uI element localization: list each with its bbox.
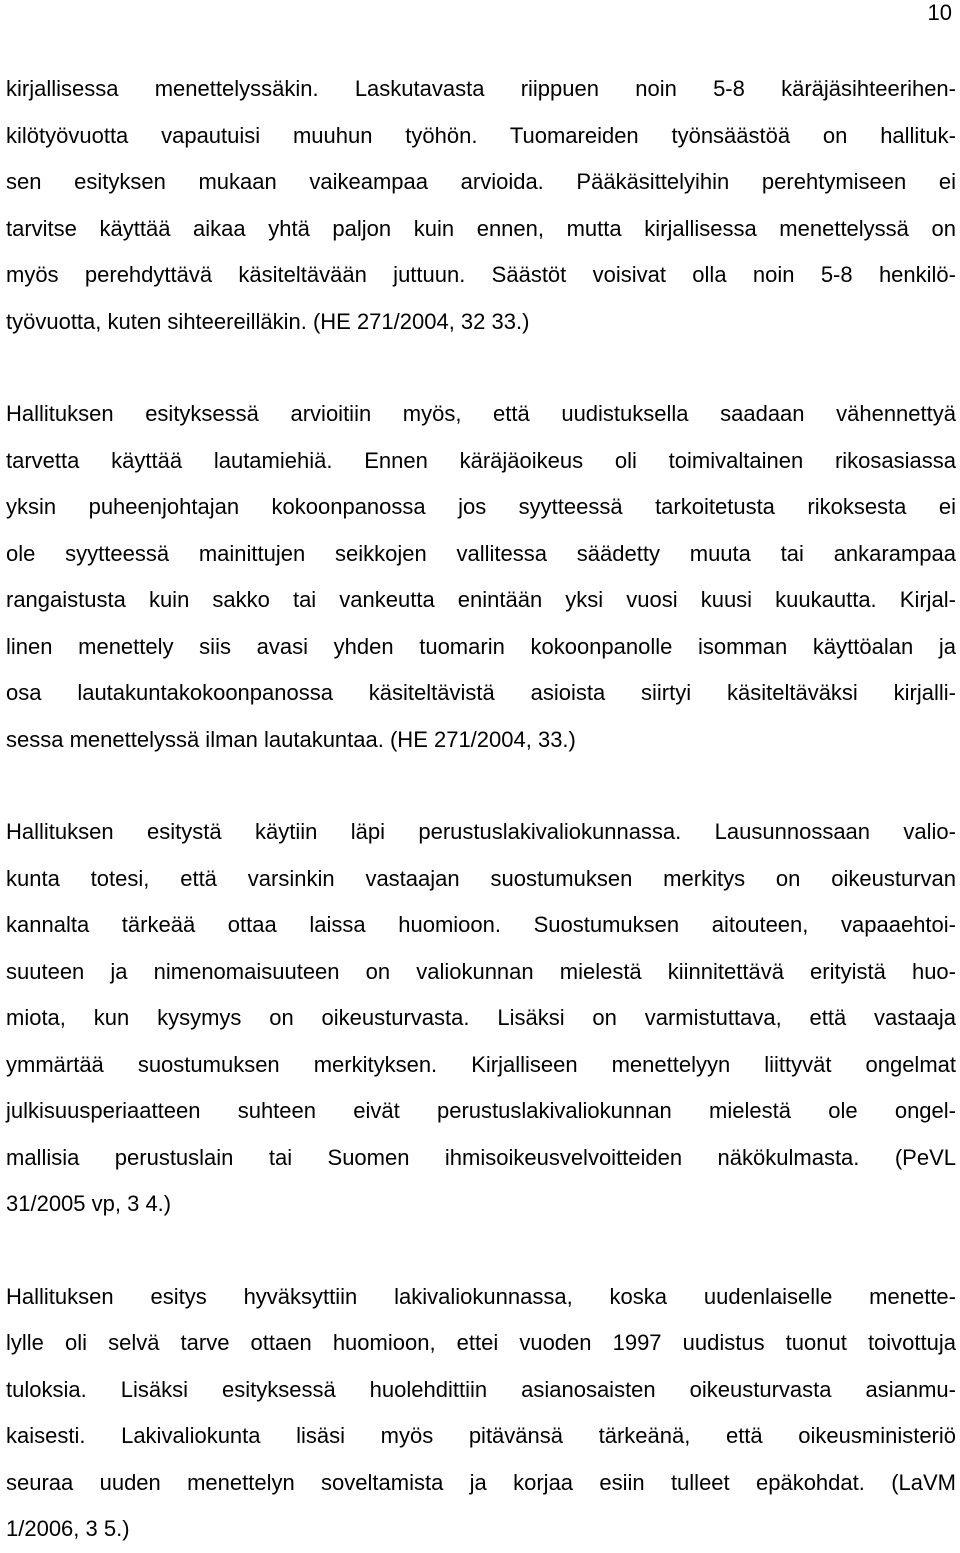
paragraph-spacer [6,763,956,809]
text-line: työvuotta, kuten sihteereilläkin. (HE 271/2004, 32 33.) [6,308,530,334]
paragraph-1 [6,66,956,345]
text-line: 1/2006, 3 5.) [6,1516,130,1541]
text-line: kannalta tärkeää ottaa laissa huomioon. Suostumuksen aitouteen, vapaaehtoi- [6,912,956,937]
text-line: osa lautakuntakokoonpanossa käsiteltävistä asioista siirtyi käsiteltäväksi kirjalli- [6,680,956,705]
text-line: lylle oli selvä tarve ottaen huomioon, ettei vuoden 1997 uudistus tuonut toivottuja [6,1330,956,1355]
text-line: Hallituksen esitystä käytiin läpi perustuslakivaliokunnassa. Lausunnossaan valio- [6,819,956,844]
text-line: mallisia perustuslain tai Suomen ihmisoikeusvelvoitteiden näkökulmasta. (PeVL [6,1144,956,1170]
paragraph-spacer [6,1228,956,1274]
text-line: kunta totesi, että varsinkin vastaajan suostumuksen merkitys on oikeusturvan [6,865,956,891]
text-line: suuteen ja nimenomaisuuteen on valiokunnan mielestä kiinnitettävä erityistä huo- [6,958,956,984]
paragraph-2 [6,391,956,763]
text-line: tarvitse käyttää aikaa yhtä paljon kuin ennen, mutta kirjallisessa menettelyssä on [6,215,956,241]
text-line: yksin puheenjohtajan kokoonpanossa jos syytteessä tarkoitetusta rikoksesta ei [6,494,956,519]
text-line: julkisuusperiaatteen suhteen eivät perustuslakivaliokunnan mielestä ole ongel- [6,1098,956,1123]
page-number: 10 [927,0,952,25]
paragraph-3 [6,809,956,1228]
document-body [6,66,956,1553]
paragraph-4 [6,1274,956,1553]
text-line: Hallituksen esitys hyväksyttiin lakivaliokunnassa, koska uudenlaiselle menette- [6,1283,956,1309]
text-line: sen esityksen mukaan vaikeampaa arvioida. Pääkäsittelyihin perehtymiseen ei [6,169,956,194]
text-line: 31/2005 vp, 3 4.) [6,1191,172,1216]
text-line: miota, kun kysymys on oikeusturvasta. Lisäksi on varmistuttava, että vastaaja [6,1005,956,1030]
text-line: kaisesti. Lakivaliokunta lisäsi myös pitävänsä tärkeänä, että oikeusministeriö [6,1423,956,1448]
text-line: sessa menettelyssä ilman lautakuntaa. (HE 271/2004, 33.) [6,726,576,752]
text-line: kirjallisessa menettelyssäkin. Laskutavasta riippuen noin 5-8 käräjäsihteerihen- [6,76,956,101]
text-line: kilötyövuotta vapautuisi muuhun työhön. Tuomareiden työnsäästöä on hallituk- [6,122,956,148]
text-line: tarvetta käyttää lautamiehiä. Ennen käräjäoikeus oli toimivaltainen rikosasiassa [6,447,956,473]
text-line: ole syytteessä mainittujen seikkojen vallitessa säädetty muuta tai ankarampaa [6,540,956,566]
text-line: seuraa uuden menettelyn soveltamista ja korjaa esiin tulleet epäkohdat. (LaVM [6,1469,956,1495]
text-line: Hallituksen esityksessä arvioitiin myös, että uudistuksella saadaan vähennettyä [6,401,956,426]
text-line: tuloksia. Lisäksi esityksessä huolehdittiin asianosaisten oikeusturvasta asianmu- [6,1376,956,1402]
text-line: ymmärtää suostumuksen merkityksen. Kirjalliseen menettelyyn liittyvät ongelmat [6,1051,956,1077]
text-line: myös perehdyttävä käsiteltävään juttuun. Säästöt voisivat olla noin 5-8 henkilö- [6,262,956,287]
paragraph-spacer [6,345,956,391]
text-line: rangaistusta kuin sakko tai vankeutta enintään yksi vuosi kuusi kuukautta. Kirjal- [6,587,956,612]
text-line: linen menettely siis avasi yhden tuomarin kokoonpanolle isomman käyttöalan ja [6,633,956,659]
